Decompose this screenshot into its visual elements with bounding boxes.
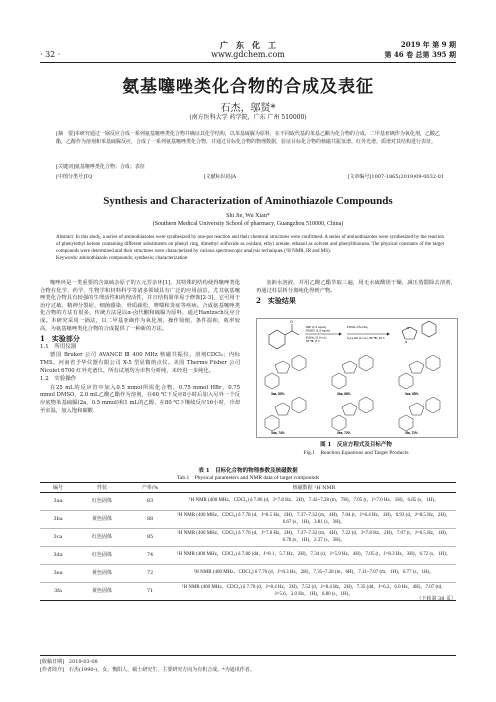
- issue-line-2: 第 46 卷 总第 395 期: [384, 50, 456, 59]
- cell-id: 3ea: [40, 565, 76, 583]
- cell-yield: 71: [128, 583, 172, 601]
- affiliation-en: (Southern Medical University School of pharmacy, Guangzhou 510000, China): [152, 221, 344, 227]
- cell-nmr: ¹H NMR (400 MHz，CDCl₃) δ 7.76 (d，J=8.3 Hz，2H)，7.35~7.28 (m，6H)，7.11~7.07 (m，1H)，6.77 (s，1H)。: [172, 565, 456, 583]
- section-heading-experimental: 1 实验部分: [40, 334, 80, 344]
- cell-state: 黄色固体: [76, 583, 128, 601]
- table-row: [40, 493, 456, 511]
- product-thiazole: [402, 321, 436, 344]
- document-code: [文献标识码]A: [203, 174, 237, 180]
- product-label-3ea: 3ea, 72%: [337, 431, 351, 435]
- body-left-column: [40, 280, 240, 415]
- condition-hbr: HBr (1.5 equiv): [306, 325, 327, 329]
- nmr-table: [40, 482, 456, 601]
- title-cn: 氨基噻唑类化合物的合成及表征: [122, 77, 374, 97]
- table-row: [40, 547, 456, 565]
- product-label-3aa: 3aa, 83%: [271, 392, 285, 396]
- figure-caption-cn: 图 1 反应方程式及目标产物: [320, 442, 392, 448]
- abstract-en-text: Abstract: In this study, a series of aminothiazoles were synthesized by one-pot reaction and their chemical structures were confirmed. A series of aminothiazoles were synthesized by the reaction of phenylethyl ketone containing different substituents on phenyl ring, dimethyl sulfoxide as oxidant, ethyl acetate, ethanol as solvent and phenylthiourea. The physical constants of the target compounds were determined and their structures were characterized by various spectroscopic analysis techniques (¹H NMR, IR and MS).: [56, 235, 444, 254]
- clc-number: [中图分类号]TQ: [56, 174, 93, 180]
- abstract-cn: [摘 要]本研究通过一锅反应合成一系列氨基噻唑类化合物并确证其化学结构，以苯基硫脲为原料，在不同取代基的苯基乙酮为化合物的合成，二甲基亚砜作为氧化剂，乙酸乙酯，乙醇作为溶剂和苯基硫脲反应，合成了一系列氨基噻唑类化合物，并通过目标化合物的物理数据，验证目标化合物的核磁共振氢谱、红外光谱、质谱对其结构进行表征。: [56, 131, 440, 145]
- cell-yield: 83: [128, 493, 172, 511]
- instruments-paragraph: 德国 Bruker 公司 AVANCE Ⅲ 400 MHz 核磁共振仪，溶剂CDCl₃；内标 TMS。河南省予华仪器有限公司 X-5 型显微熔点仪。美国 Thermo Fisher 公司 Nicolet 6700 红外光谱仪。所有试剂均为市售分析纯，未经进一步纯化。: [40, 352, 240, 374]
- meta-row: [56, 173, 444, 180]
- product-grid: [265, 355, 440, 435]
- condition-temp: 60 ℃, 8 h: [306, 339, 320, 343]
- cell-id: 3fa: [40, 583, 76, 601]
- journal-url[interactable]: www.gdchem.com: [211, 50, 285, 59]
- cell-nmr: ¹H NMR (400 MHz，CDCl₃) δ 7.76 (d，J=7.8 Hz，2H)，7.37~7.32 (m，4H)，7.22 (d，J=7.8 Hz，2H)，7.07 (t，J=6.5 Hz，1H)，6.78 (s，1H)，2.37 (s，3H)。: [172, 529, 456, 547]
- cell-nmr: ¹H NMR (400 MHz，CDCl₃) δ 7.86 (d，J=7.8 Hz，2H)，7.42~7.28 (m，7H)，7.05 (t，J=7.0 Hz，1H)，6.85 (s，1H)。: [172, 493, 456, 511]
- journal-name: 广 东 化 工: [220, 40, 276, 50]
- received-date: [收稿日期] 2019-03-08: [40, 659, 98, 665]
- cell-id: 3ca: [40, 529, 76, 547]
- author-bio: [作者简介] 石杰(1990-)，女，衡阳人，硕士研究生，主要研究方向为有机合成。*为通讯作者。: [40, 667, 255, 673]
- cell-nmr: ¹H NMR (400 MHz，CDCl₃) δ 7.80 (dd，J=8.1，5.7 Hz，2H)，7.34 (d，J=5.9 Hz，4H)，7.05 (t，J=8.3 Hz，3H)，6.72 (s，1H)。: [172, 547, 456, 565]
- abstract-en: [56, 234, 444, 262]
- product-3fa: [399, 397, 440, 431]
- body-right-column: [256, 280, 456, 306]
- product-label-3ca: 3ca, 85%: [405, 392, 419, 396]
- issue-line-1: 2019 年 第 9 期: [400, 40, 456, 49]
- condition-solvent: EtOAc (2.0 mL): [306, 335, 327, 340]
- table-caption-en: Tab.1 Physical parameters and NMR data of target compounds: [176, 475, 320, 481]
- title-en: Synthesis and Characterization of Aminothiazole Compounds: [103, 195, 393, 207]
- product-label-3da: 3da, 74%: [271, 431, 285, 435]
- col-header-state: 性状: [76, 483, 128, 493]
- reagent-phenylthiourea: PhNH–CS–NH₂: [347, 325, 369, 329]
- table-row: [40, 583, 456, 601]
- intro-paragraph: 噻唑环是一类重要的含氮硫杂原子的五元芳杂环[1]，其特殊的结构使得噻唑类化合物在化学、药学、生物学和材料科学等诸多领域具有广泛的应用前景。尤其氨基噻唑类化合物具有较强的生理活性和药理活性，并且结构简单易于修饰[2-3]，它可用于治疗过敏、精神分裂症、细菌感染、骨质疏松、哮喘和炎症等疾病。合成氨基噻唑类化合物的方法有很多，传统方法是以α-卤代酮和硫脲为原料，通过Hantzsch反应合成。本研究采用一锅法，以二甲基亚砜作为氧化剂，操作简便，条件温和，收率较高，为氨基噻唑类化合物的合成提供了一种新的方法。: [40, 280, 240, 332]
- cell-yield: 88: [128, 511, 172, 529]
- table-header-row: [40, 483, 456, 493]
- product-3da: [265, 397, 306, 431]
- cell-state: 黄色固体: [76, 511, 128, 529]
- cell-nmr: ¹H NMR (400 MHz，CDCl₃) δ 7.70 (d，J=8.4 Hz，2H)，7.52 (d，J=8.4 Hz，2H)，7.35 (dd，J=6.2，6.0 Hz，4H)，7.07 (td，J=5.6，3.0 Hz，1H)，6.80 (s，1H)。: [172, 583, 456, 601]
- authors-en: Shi Jie, Wu Xian*: [226, 213, 270, 219]
- table-row: [40, 511, 456, 529]
- cell-state: 红色固体: [76, 547, 128, 565]
- product-3aa: [265, 355, 306, 389]
- affiliation-cn: (南方医科大学 药学院，广东 广州 510000): [189, 114, 307, 121]
- col-header-id: 编号: [40, 483, 76, 493]
- cell-state: 红色固体: [76, 529, 128, 547]
- svg-text:O: O: [290, 320, 293, 324]
- article-id: [文章编号]1007-1865(2019)09-0032-01: [347, 174, 444, 180]
- table-caption-cn: 表 1 目标化合物的物理参数及核磁数据: [198, 468, 298, 474]
- subheading-instruments: 1.1 所用仪器: [40, 343, 77, 350]
- cell-nmr: ¹H NMR (400 MHz，CDCl₃) δ 7.78 (d，J=8.5 Hz，2H)，7.37~7.32 (m，4H)，7.04 (t，J=6.4 Hz，1H)，6.93 (d，J=8.5 Hz，2H)，6.67 (s，1H)，3.81 (s，3H)。: [172, 511, 456, 529]
- table-row: [40, 529, 456, 547]
- product-label-3fa: 3fa, 71%: [405, 431, 418, 435]
- workup-paragraph: 氢钠水溶液，并用乙酸乙酯萃取三遍，用无水硫酸镁干燥，减压蒸馏除去溶剂，再通过柱层析分离纯化得到产物。: [256, 280, 456, 294]
- col-header-nmr: 核磁数据 ¹H NMR: [172, 483, 456, 493]
- cell-yield: 72: [128, 565, 172, 583]
- continued-note: （下转第 38 页）: [416, 596, 456, 602]
- authors-cn: 石杰，邬贤*: [220, 103, 276, 114]
- condition-step-2: C₂H₅OH (1 mL), 80 ℃, 16 h: [347, 336, 385, 340]
- cell-id: 3da: [40, 547, 76, 565]
- subheading-procedure: 1.2 实验操作: [40, 376, 77, 383]
- keywords-cn: [关键词]氨基噻唑类化合物；合成；表征: [56, 164, 145, 170]
- cell-yield: 85: [128, 529, 172, 547]
- issue-info: [384, 40, 456, 60]
- starting-ketone: [269, 320, 299, 349]
- cell-id: 3ba: [40, 511, 76, 529]
- svg-text:S: S: [407, 326, 410, 330]
- col-header-yield: 产率/%: [128, 483, 172, 493]
- product-label-3ba: 3ba, 88%: [337, 392, 351, 396]
- page-number: · 32 ·: [40, 50, 61, 59]
- cell-id: 3aa: [40, 493, 76, 511]
- section-heading-results: 2 实验结果: [256, 296, 296, 306]
- reaction-scheme: [256, 318, 458, 438]
- product-3ca: [399, 355, 440, 389]
- cell-yield: 74: [128, 547, 172, 565]
- cell-state: 红色固体: [76, 493, 128, 511]
- product-3ba: [332, 355, 373, 389]
- cell-state: 黄色固体: [76, 565, 128, 583]
- keywords-en: Keywords: aminothiazole compounds; synthesis; characterization: [56, 256, 188, 261]
- svg-text:N: N: [405, 340, 408, 344]
- header-rule: [40, 62, 456, 63]
- procedure-paragraph: 在25 mL的反应管中加入0.5 mmol所需化合物，0.75 mmol HBr，0.75 mmol DMSO，2.0 mL乙酸乙酯作为溶剂，在60 ℃下反应8小时后加入另外一个反应底物苯基硫脲(2a，0.5 mmol)和1 mL的乙醇，在80 ℃下继续反应16小时，冷却至室温，加入饱和碳酸: [40, 384, 240, 414]
- condition-dmso: DMSO (1.5 equiv): [306, 328, 331, 333]
- footer-notes: [40, 655, 456, 674]
- product-3ea: [332, 397, 373, 431]
- table-row: [40, 565, 456, 583]
- figure-caption-en: Fig.1 Reaction Equations and Target Products: [303, 450, 409, 456]
